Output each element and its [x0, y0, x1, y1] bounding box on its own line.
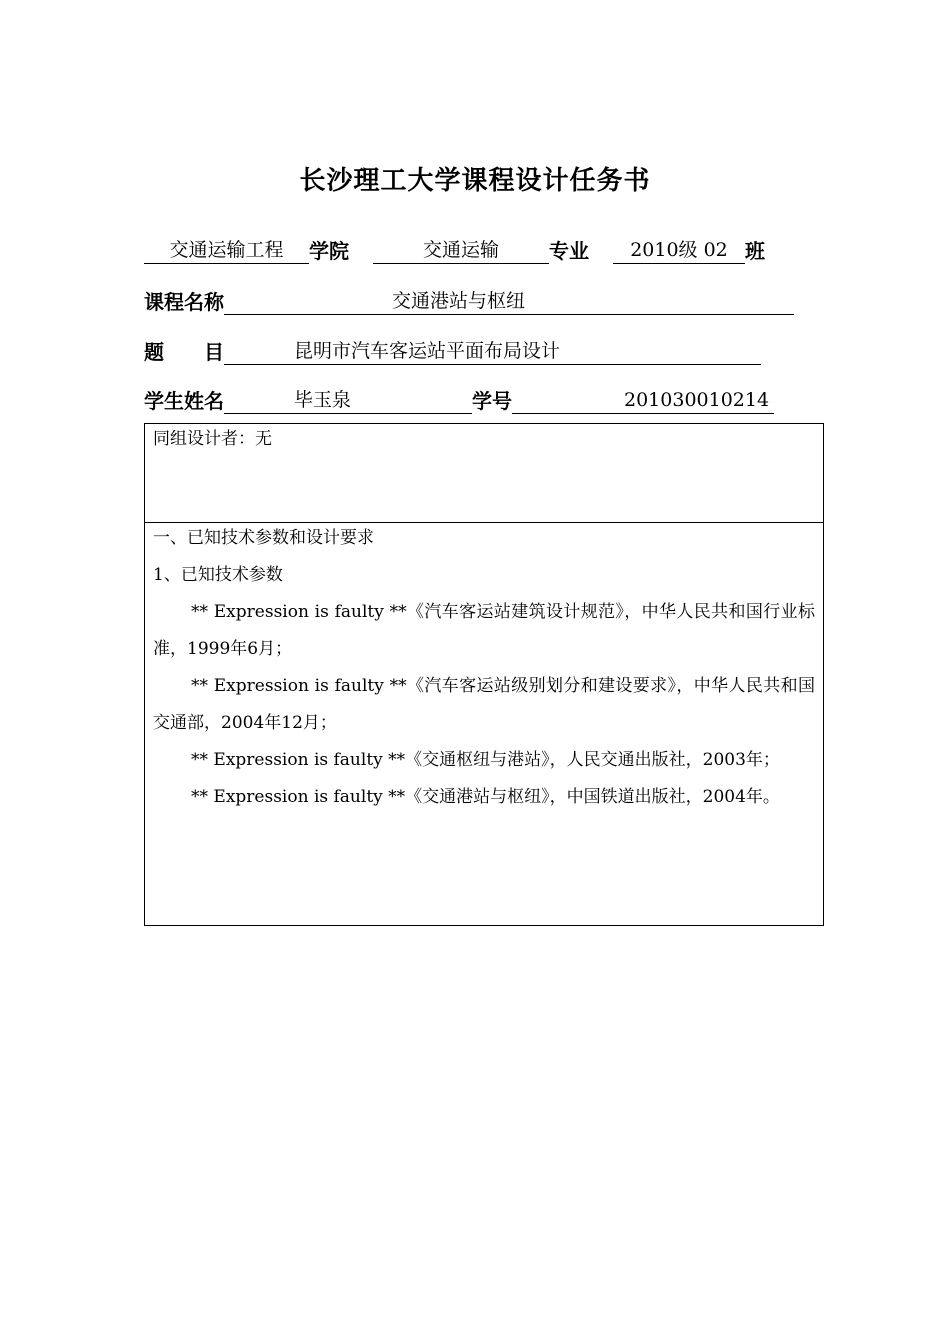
class-label: 班 — [745, 239, 765, 263]
topic-label: 题 目 — [144, 340, 224, 364]
college-label: 学院 — [309, 239, 349, 263]
student-name-label: 学生姓名 — [144, 389, 224, 413]
requirements-heading: 一、已知技术参数和设计要求 — [153, 528, 374, 548]
requirements-subheading: 1、已知技术参数 — [153, 565, 283, 585]
topic-value: 昆明市汽车客运站平面布局设计 — [224, 338, 761, 365]
group-box — [144, 423, 824, 523]
course-value: 交通港站与枢纽 — [224, 288, 794, 315]
group-members-text: 同组设计者：无 — [153, 429, 272, 449]
document-title: 长沙理工大学课程设计任务书 — [299, 166, 651, 196]
reference-item: ** Expression is faulty **《汽车客运站建筑设计规范》，中华人民共和国行业标准，1999年6月； — [153, 602, 815, 659]
student-name-value: 毕玉泉 — [224, 387, 472, 414]
student-id-value: 201030010214 — [512, 387, 774, 414]
course-row — [144, 285, 794, 315]
reference-item: ** Expression is faulty **《汽车客运站级别划分和建设要求》，中华人民共和国交通部，2004年12月； — [153, 676, 815, 733]
student-row — [144, 384, 774, 414]
major-value: 交通运输 — [373, 237, 549, 264]
reference-item: ** Expression is faulty **《交通枢纽与港站》，人民交通出版社，2003年； — [191, 750, 780, 770]
major-label: 专业 — [549, 239, 589, 263]
class-value: 2010级 02 — [613, 237, 745, 264]
reference-item: ** Expression is faulty **《交通港站与枢纽》，中国铁道出版社，2004年。 — [191, 787, 780, 807]
college-value: 交通运输工程 — [144, 237, 309, 264]
course-label: 课程名称 — [144, 290, 224, 314]
student-id-label: 学号 — [472, 389, 512, 413]
topic-row — [144, 335, 761, 365]
college-major-row — [144, 234, 765, 264]
requirements-box — [144, 522, 824, 926]
